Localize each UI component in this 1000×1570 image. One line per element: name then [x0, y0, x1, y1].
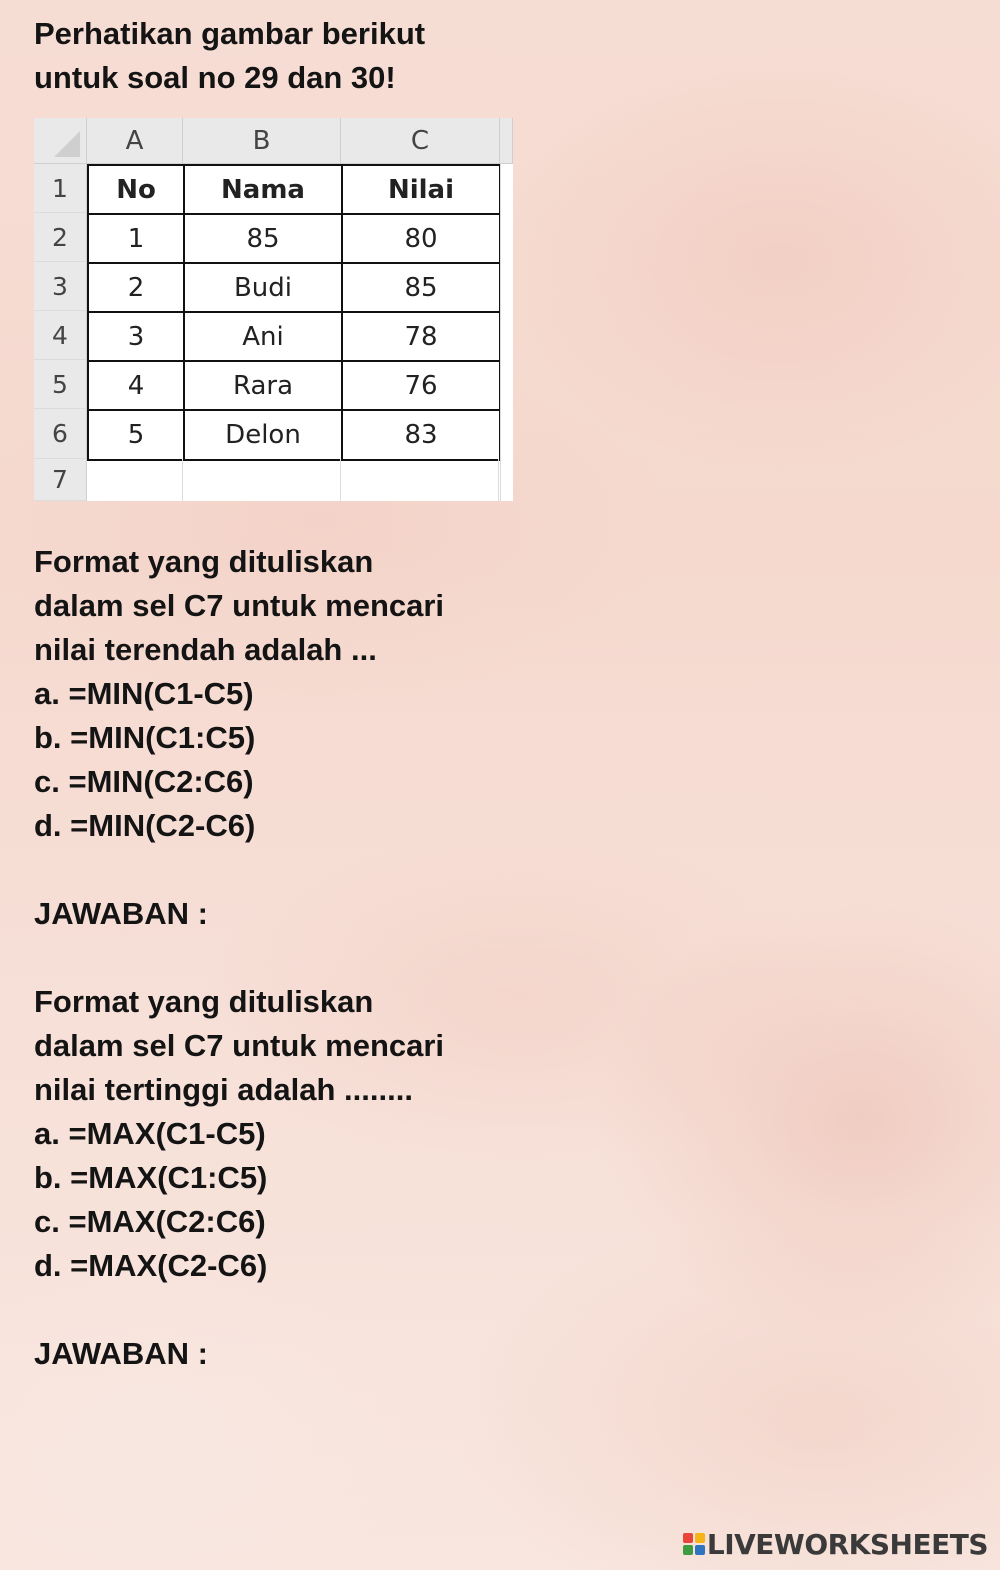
question-30: [34, 980, 444, 1288]
option-a: a. =MIN(C1-C5): [34, 676, 254, 711]
logo-text: LIVEWORKSHEETS: [706, 1527, 988, 1561]
empty-cell: [87, 459, 183, 501]
table-cell: 85: [184, 214, 342, 263]
logo-square: [695, 1545, 705, 1555]
table-cell: 3: [88, 312, 184, 361]
table-row: [88, 312, 500, 361]
row-number: 5: [34, 360, 87, 409]
table-header-cell: Nilai: [342, 165, 500, 214]
logo-square: [683, 1533, 693, 1543]
table-cell: 85: [342, 263, 500, 312]
question-line: nilai terendah adalah ...: [34, 632, 377, 667]
table-cell: 5: [88, 410, 184, 460]
option-a: a. =MAX(C1-C5): [34, 1116, 266, 1151]
answer-label: JAWABAN :: [34, 1336, 208, 1371]
intro-text: [34, 12, 425, 100]
question-29: [34, 540, 444, 848]
spreadsheet: [34, 118, 513, 501]
logo-square: [695, 1533, 705, 1543]
question-line: Format yang dituliskan: [34, 984, 374, 1019]
table-cell: Delon: [184, 410, 342, 460]
liveworksheets-logo-icon: [683, 1533, 705, 1555]
liveworksheets-logo: [683, 1524, 988, 1564]
column-header-a: A: [87, 118, 183, 164]
answer-area-30[interactable]: [34, 1332, 208, 1376]
table-cell: 4: [88, 361, 184, 410]
row-number: 7: [34, 459, 87, 501]
option-d: d. =MIN(C2-C6): [34, 808, 256, 843]
option-c: c. =MAX(C2:C6): [34, 1204, 266, 1239]
table-header-cell: No: [88, 165, 184, 214]
intro-line: untuk soal no 29 dan 30!: [34, 60, 396, 95]
empty-cell: [183, 459, 341, 501]
table-cell: Rara: [184, 361, 342, 410]
answer-label: JAWABAN :: [34, 896, 208, 931]
table-cell: Ani: [184, 312, 342, 361]
table-cell: 78: [342, 312, 500, 361]
intro-line: Perhatikan gambar berikut: [34, 16, 426, 51]
empty-row-7: [87, 459, 500, 501]
table-row: [88, 361, 500, 410]
row-number: 3: [34, 262, 87, 311]
column-header-b: B: [183, 118, 341, 164]
question-line: dalam sel C7 untuk mencari: [34, 1028, 445, 1063]
row-number: 1: [34, 164, 87, 213]
data-table: [87, 164, 501, 461]
table-cell: 76: [342, 361, 500, 410]
table-cell: 83: [342, 410, 500, 460]
column-header-c: C: [341, 118, 500, 164]
table-row: [88, 410, 500, 460]
column-header-extra: [500, 118, 513, 164]
option-d: d. =MAX(C2-C6): [34, 1248, 268, 1283]
option-b: b. =MAX(C1:C5): [34, 1160, 268, 1195]
table-cell: 2: [88, 263, 184, 312]
grid-edge: [500, 164, 513, 501]
select-all-corner: [34, 118, 87, 164]
answer-area-29[interactable]: [34, 892, 208, 936]
row-number: 2: [34, 213, 87, 262]
table-header-row: [88, 165, 500, 214]
question-line: nilai tertinggi adalah ........: [34, 1072, 413, 1107]
table-cell: 80: [342, 214, 500, 263]
question-line: Format yang dituliskan: [34, 544, 374, 579]
table-row: [88, 263, 500, 312]
option-c: c. =MIN(C2:C6): [34, 764, 254, 799]
empty-cell: [341, 459, 499, 501]
option-b: b. =MIN(C1:C5): [34, 720, 256, 755]
row-number: 4: [34, 311, 87, 360]
question-line: dalam sel C7 untuk mencari: [34, 588, 445, 623]
logo-square: [683, 1545, 693, 1555]
table-header-cell: Nama: [184, 165, 342, 214]
row-number: 6: [34, 409, 87, 459]
table-cell: 1: [88, 214, 184, 263]
table-cell: Budi: [184, 263, 342, 312]
table-row: [88, 214, 500, 263]
